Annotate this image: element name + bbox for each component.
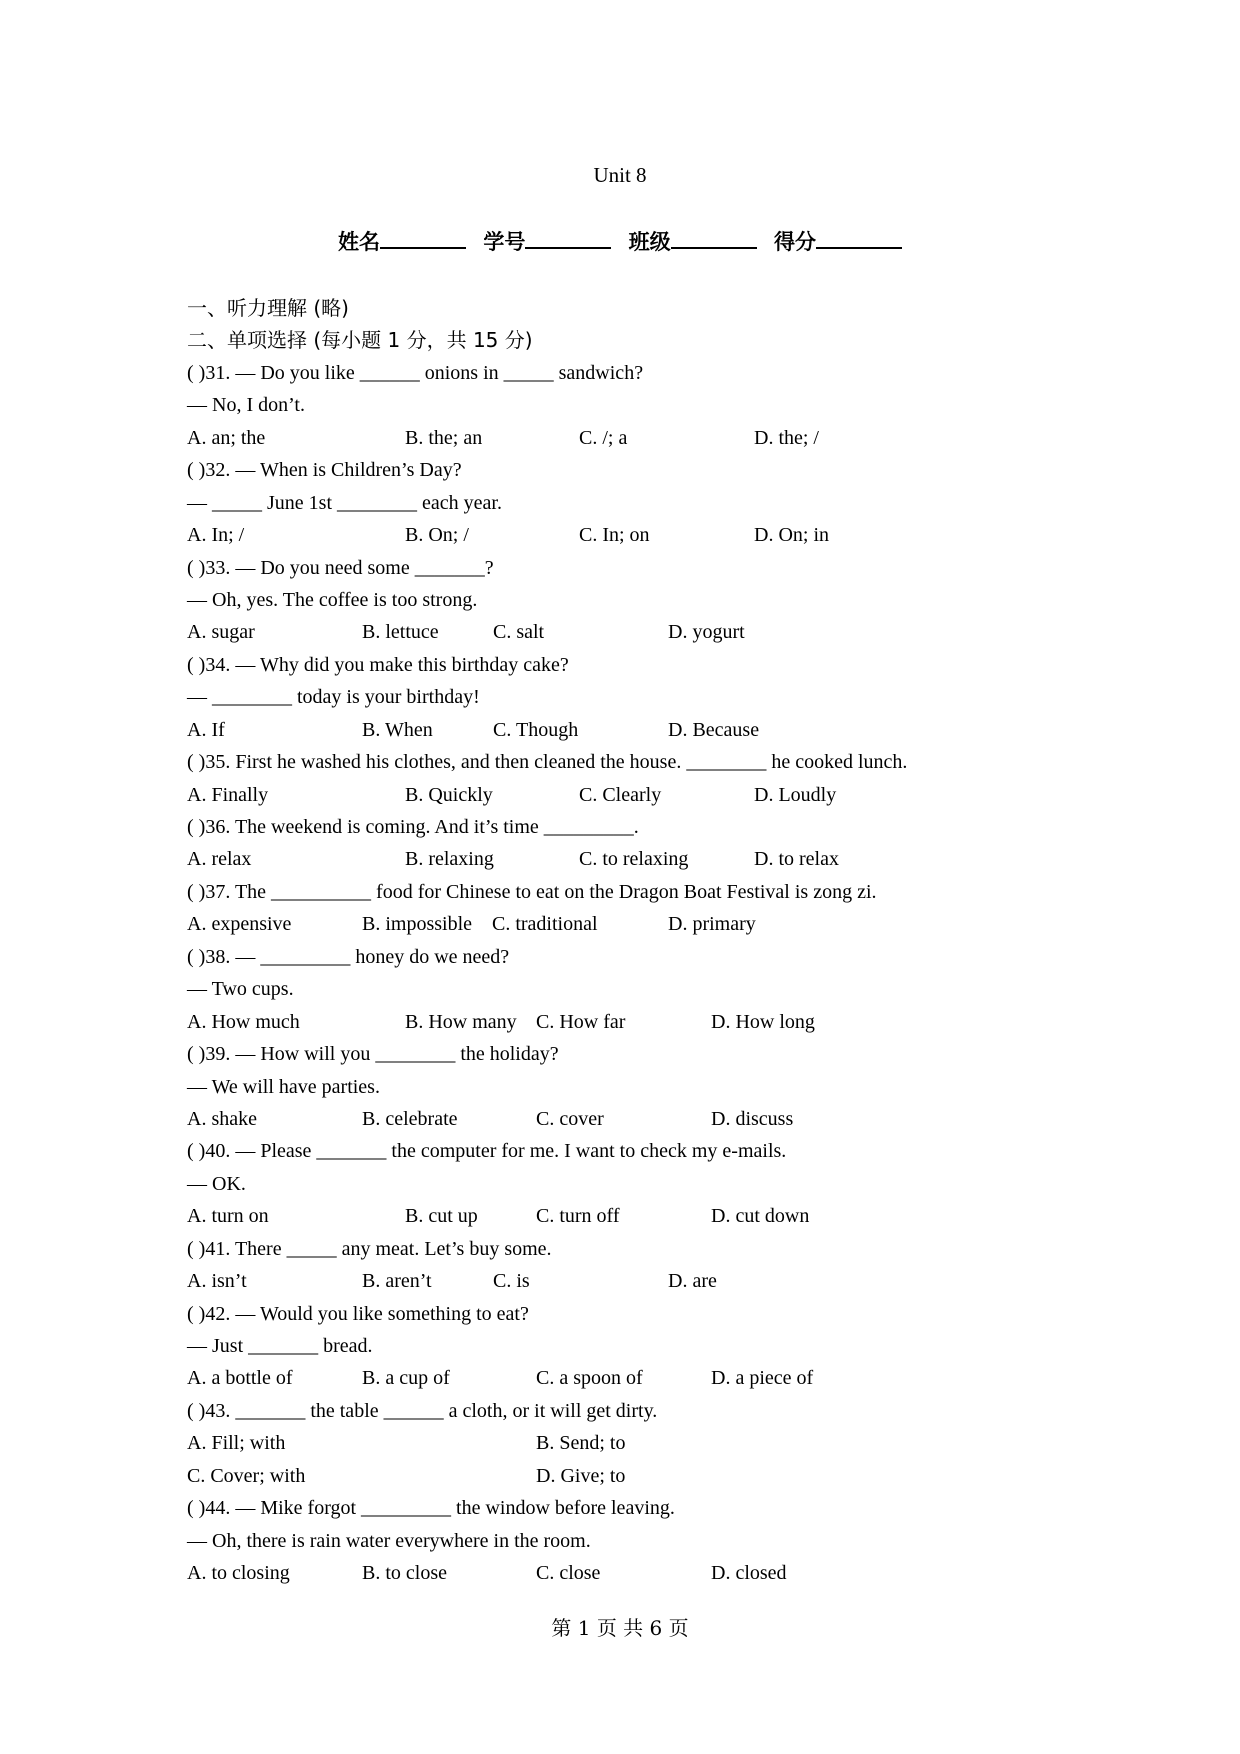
question-39 bbox=[187, 1038, 1087, 1135]
answer-option-a[interactable]: A. a bottle of bbox=[187, 1367, 293, 1390]
answer-option-a[interactable]: A. relax bbox=[187, 848, 252, 871]
question-stem: ( )40. — Please _______ the computer for me. I want to check my e-mails. bbox=[187, 1140, 787, 1163]
question-44 bbox=[187, 1492, 1087, 1589]
answer-option-c[interactable]: C. In; on bbox=[579, 524, 650, 547]
answer-option-b[interactable]: B. On; / bbox=[405, 524, 469, 547]
answer-option-a[interactable]: A. to closing bbox=[187, 1562, 290, 1585]
answer-option-a[interactable]: A. expensive bbox=[187, 913, 292, 936]
question-34 bbox=[187, 649, 1087, 746]
answer-option-c[interactable]: C. cover bbox=[536, 1107, 604, 1130]
answer-option-d[interactable]: D. How long bbox=[711, 1010, 815, 1033]
question-stem: ( )31. — Do you like ______ onions in _____ sandwich? bbox=[187, 361, 644, 384]
answer-option-b[interactable]: B. cut up bbox=[405, 1205, 478, 1228]
answer-options-row bbox=[187, 1427, 1087, 1459]
answer-option-b[interactable]: B. the; an bbox=[405, 426, 483, 449]
question-38 bbox=[187, 941, 1087, 1038]
question-41 bbox=[187, 1233, 1087, 1298]
answer-option-b[interactable]: B. celebrate bbox=[362, 1107, 458, 1130]
question-stem: ( )39. — How will you ________ the holiday? bbox=[187, 1043, 559, 1066]
answer-options-row bbox=[187, 1557, 1087, 1589]
question-stem: ( )32. — When is Children’s Day? bbox=[187, 459, 462, 482]
answer-option-d[interactable]: D. a piece of bbox=[711, 1367, 814, 1390]
answer-option-b[interactable]: B. a cup of bbox=[362, 1367, 450, 1390]
question-40 bbox=[187, 1135, 1087, 1232]
student-info-row bbox=[0, 229, 1240, 255]
info-field-name: 姓名 bbox=[338, 229, 476, 255]
answer-option-d[interactable]: D. primary bbox=[668, 913, 756, 936]
section-heading-multiple-choice: 二、单项选择 (每小题 1 分，共 15 分) bbox=[187, 328, 533, 353]
answer-option-a[interactable]: A. turn on bbox=[187, 1205, 269, 1228]
answer-option-a[interactable]: A. shake bbox=[187, 1107, 257, 1130]
answer-option-c[interactable]: C. Though bbox=[493, 718, 579, 741]
answer-options-row bbox=[187, 908, 1087, 940]
answer-option-a[interactable]: A. sugar bbox=[187, 621, 255, 644]
answer-option-b[interactable]: B. Send; to bbox=[536, 1432, 626, 1455]
answer-option-b[interactable]: B. lettuce bbox=[362, 621, 439, 644]
answer-option-d[interactable]: D. On; in bbox=[754, 524, 829, 547]
answer-option-c[interactable]: C. a spoon of bbox=[536, 1367, 643, 1390]
answer-options-row bbox=[187, 1006, 1087, 1038]
section-heading-listening: 一、听力理解 (略) bbox=[187, 296, 349, 320]
page-footer: 第 1 页 共 6 页 bbox=[551, 1616, 689, 1640]
answer-options-row bbox=[187, 779, 1087, 811]
question-stem: ( )43. _______ the table ______ a cloth, or it will get dirty. bbox=[187, 1399, 658, 1422]
question-31 bbox=[187, 357, 1087, 454]
answer-options-row bbox=[187, 519, 1087, 551]
page-title: Unit 8 bbox=[593, 163, 647, 187]
answer-option-a[interactable]: A. Fill; with bbox=[187, 1432, 286, 1455]
answer-option-d[interactable]: D. Loudly bbox=[754, 783, 837, 806]
name-blank[interactable] bbox=[380, 229, 466, 249]
answer-option-b[interactable]: B. When bbox=[362, 718, 433, 741]
answer-option-a[interactable]: A. In; / bbox=[187, 524, 245, 547]
question-dialogue-line: — No, I don’t. bbox=[187, 394, 305, 417]
question-32 bbox=[187, 454, 1087, 551]
info-field-score: 得分 bbox=[774, 229, 902, 255]
answer-option-d[interactable]: D. Give; to bbox=[536, 1464, 626, 1487]
student-id-blank[interactable] bbox=[525, 229, 611, 249]
info-field-student-id: 学号 bbox=[483, 229, 621, 255]
question-35 bbox=[187, 746, 1087, 811]
answer-options-row bbox=[187, 1460, 1087, 1492]
answer-option-c[interactable]: C. Cover; with bbox=[187, 1464, 306, 1487]
answer-option-d[interactable]: D. closed bbox=[711, 1562, 787, 1585]
question-stem: ( )35. First he washed his clothes, and then cleaned the house. ________ he cooked lunch. bbox=[187, 751, 908, 774]
class-blank[interactable] bbox=[671, 229, 757, 249]
answer-option-d[interactable]: D. yogurt bbox=[668, 621, 745, 644]
answer-option-c[interactable]: C. Clearly bbox=[579, 783, 662, 806]
score-blank[interactable] bbox=[816, 229, 902, 249]
question-stem: ( )37. The __________ food for Chinese to eat on the Dragon Boat Festival is zong zi. bbox=[187, 880, 877, 903]
question-42 bbox=[187, 1298, 1087, 1395]
answer-option-a[interactable]: A. an; the bbox=[187, 426, 266, 449]
question-43 bbox=[187, 1395, 1087, 1492]
answer-options-row bbox=[187, 1103, 1087, 1135]
worksheet-body bbox=[187, 292, 1087, 1590]
answer-option-d[interactable]: D. are bbox=[668, 1270, 717, 1293]
answer-option-b[interactable]: B. impossible bbox=[362, 913, 473, 936]
question-dialogue-line: — We will have parties. bbox=[187, 1075, 380, 1098]
answer-options-row bbox=[187, 714, 1087, 746]
question-stem: ( )36. The weekend is coming. And it’s time _________. bbox=[187, 816, 639, 838]
answer-option-c[interactable]: C. salt bbox=[493, 621, 545, 644]
answer-options-row bbox=[187, 843, 1087, 875]
answer-option-a[interactable]: A. isn’t bbox=[187, 1270, 247, 1293]
answer-option-a[interactable]: A. If bbox=[187, 718, 225, 741]
answer-option-b[interactable]: B. How many bbox=[405, 1010, 517, 1033]
question-dialogue-line: — _____ June 1st ________ each year. bbox=[187, 491, 502, 514]
question-stem: ( )42. — Would you like something to eat? bbox=[187, 1302, 529, 1325]
question-stem: ( )41. There _____ any meat. Let’s buy some. bbox=[187, 1237, 552, 1260]
question-dialogue-line: — Two cups. bbox=[187, 978, 294, 1001]
answer-option-d[interactable]: D. the; / bbox=[754, 426, 819, 449]
answer-option-c[interactable]: C. /; a bbox=[579, 426, 628, 449]
answer-option-c[interactable]: C. is bbox=[493, 1270, 530, 1293]
question-dialogue-line: — Oh, yes. The coffee is too strong. bbox=[187, 588, 478, 611]
question-dialogue-line: — OK. bbox=[187, 1172, 246, 1195]
answer-option-d[interactable]: D. cut down bbox=[711, 1205, 810, 1228]
answer-options-row bbox=[187, 422, 1087, 454]
question-dialogue-line: — ________ today is your birthday! bbox=[187, 686, 480, 709]
answer-option-b[interactable]: B. to close bbox=[362, 1562, 447, 1585]
answer-option-d[interactable]: D. discuss bbox=[711, 1107, 794, 1130]
question-stem: ( )34. — Why did you make this birthday cake? bbox=[187, 653, 569, 676]
answer-options-row bbox=[187, 1362, 1087, 1394]
answer-option-d[interactable]: D. to relax bbox=[754, 848, 839, 871]
question-list bbox=[187, 357, 1087, 1590]
question-stem: ( )38. — _________ honey do we need? bbox=[187, 945, 510, 968]
question-dialogue-line: — Just _______ bread. bbox=[187, 1335, 373, 1357]
question-stem: ( )33. — Do you need some _______? bbox=[187, 556, 494, 579]
answer-option-b[interactable]: B. aren’t bbox=[362, 1270, 432, 1293]
answer-option-c[interactable]: C. close bbox=[536, 1562, 601, 1585]
answer-option-c[interactable]: C. turn off bbox=[536, 1205, 620, 1228]
answer-option-a[interactable]: A. Finally bbox=[187, 783, 269, 806]
question-37 bbox=[187, 876, 1087, 941]
answer-option-a[interactable]: A. How much bbox=[187, 1010, 300, 1033]
question-stem: ( )44. — Mike forgot _________ the window before leaving. bbox=[187, 1497, 675, 1520]
answer-option-b[interactable]: B. relaxing bbox=[405, 848, 494, 871]
answer-options-row bbox=[187, 1200, 1087, 1232]
answer-option-d[interactable]: D. Because bbox=[668, 718, 760, 741]
question-dialogue-line: — Oh, there is rain water everywhere in the room. bbox=[187, 1529, 591, 1552]
answer-option-c[interactable]: C. to relaxing bbox=[579, 848, 689, 871]
answer-option-b[interactable]: B. Quickly bbox=[405, 783, 493, 806]
question-33 bbox=[187, 552, 1087, 649]
question-36 bbox=[187, 811, 1087, 876]
answer-option-c[interactable]: C. traditional bbox=[492, 913, 598, 936]
info-field-class: 班级 bbox=[629, 229, 767, 255]
answer-options-row bbox=[187, 616, 1087, 648]
answer-option-c[interactable]: C. How far bbox=[536, 1010, 626, 1033]
answer-options-row bbox=[187, 1265, 1087, 1297]
